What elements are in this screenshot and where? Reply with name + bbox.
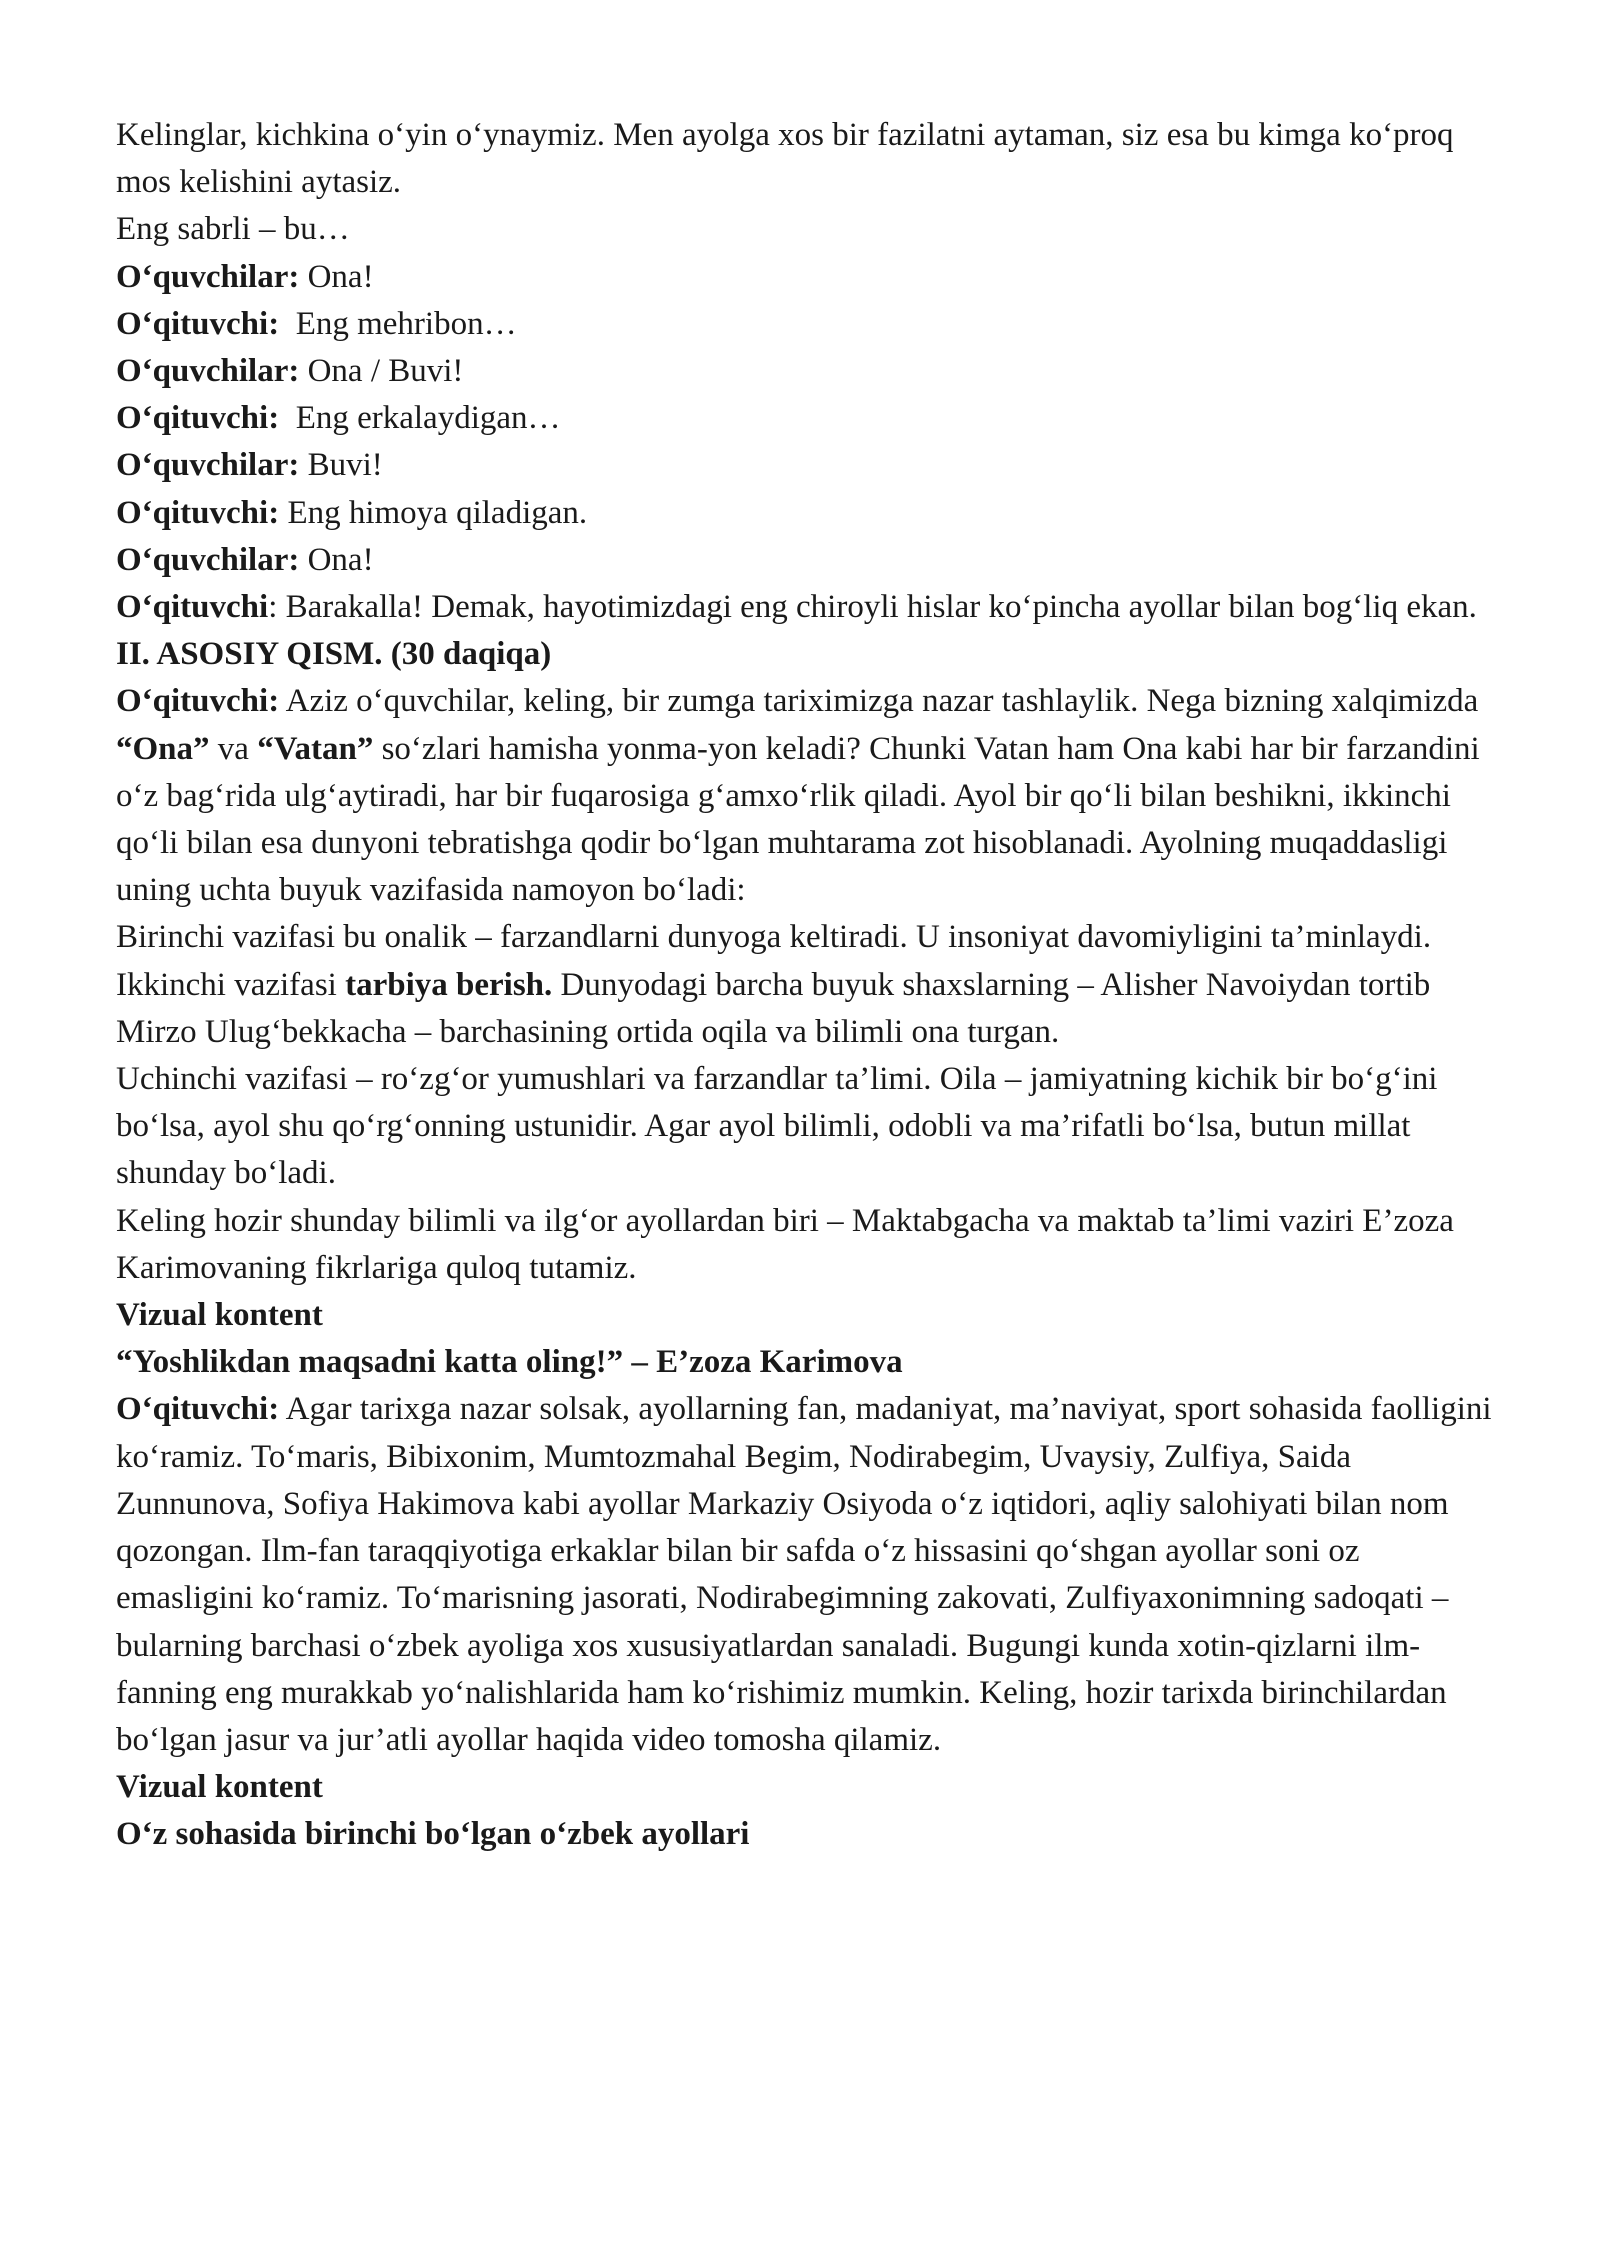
dialogue-line [116,348,1496,395]
dialogue-text: Ona / Buvi! [299,353,464,390]
speaker-label: O‘quvchilar: [116,447,300,484]
intro-paragraph: Kelinglar, kichkina o‘yin o‘ynaymiz. Men ayolga xos bir fazilatni aytaman, siz esa bu kimga ko‘proq mos kelishini aytasiz. [116,117,1454,201]
paragraph-text: Ikkinchi vazifasi [116,966,346,1003]
dialogue-text: Ona! [299,258,374,295]
dialogue-line [116,254,1496,301]
visual-content-title: “Yoshlikdan maqsadni katta oling!” – E’zoza Karimova [116,1344,903,1381]
dialogue-line [116,490,1496,537]
document-page [116,112,1496,1859]
body-paragraph [116,962,1496,1056]
speaker-label: O‘qituvchi: [116,305,280,342]
speaker-label: O‘qituvchi: [116,683,280,720]
emphasis-ona: “Ona” [116,730,210,767]
paragraph-text: so‘zlari hamisha yonma-yon keladi? Chunki Vatan ham Ona kabi har bir farzandini o‘z bag‘rida ulg‘aytiradi, har bir fuqarosiga g‘amxo‘rlik qiladi. Ayol bir qo‘li bilan beshikni, ikkinchi qo‘li bilan esa dunyoni tebratishga qodir bo‘lgan muhtarama zot hisoblanadi. Ayolning muqaddasligi uning uchta buyuk vazifasida namoyon bo‘ladi: [116,730,1480,909]
visual-content-label: Vizual kontent [116,1297,323,1334]
paragraph-text: Dunyodagi barcha buyuk shaxslarning – Alisher Navoiydan tortib Mirzo Ulug‘bekkacha – barchasining ortida oqila va bilimli ona turgan. [116,966,1431,1050]
speaker-label: O‘qituvchi: [116,1391,280,1428]
section-heading: II. ASOSIY QISM. (30 daqiqa) [116,636,552,673]
dialogue-text: Eng erkalaydigan… [279,400,561,437]
emphasis-vatan: “Vatan” [257,730,374,767]
dialogue-text: Ona! [299,541,374,578]
body-paragraph [116,678,1496,914]
body-paragraph [116,1386,1496,1764]
dialogue-line [116,584,1496,631]
dialogue-line [116,442,1496,489]
paragraph-text: Agar tarixga nazar solsak, ayollarning fan, madaniyat, ma’naviyat, sport sohasida faolligini ko‘ramiz. To‘maris, Bibixonim, Mumtozmahal Begim, Nodirabegim, Uvaysiy, Zulfiya, Saida Zunnunova, Sofiya Hakimova kabi ayollar Markaziy Osiyoda o‘z iqtidori, aqliy salohiyati bilan nom qozongan. Ilm-fan taraqqiyotiga erkaklar bilan bir safda o‘z hissasini qo‘shgan ayollar soni oz emasligini ko‘ramiz. To‘marisning jasorati, Nodirabegimning zakovati, Zulfiyaxonimning sadoqati – bularning barchasi o‘zbek ayoliga xos xususiyatlardan sanaladi. Bugungi kunda xotin-qizlarni ilm-fanning eng murakkab yo‘nalishlarida ham ko‘rishimiz mumkin. Keling, hozir tarixda birinchilardan bo‘lgan jasur va jur’atli ayollar haqida video tomosha qilamiz. [116,1391,1492,1758]
paragraph-text: va [209,730,258,767]
speaker-label: O‘quvchilar: [116,541,300,578]
paragraph-text: Aziz o‘quvchilar, keling, bir zumga tariximizga nazar tashlaylik. Nega bizning xalqimizda [279,683,1479,720]
prompt-line: Eng sabrli – bu… [116,211,350,248]
dialogue-text: Buvi! [299,447,383,484]
dialogue-line [116,395,1496,442]
speaker-label: O‘qituvchi: [116,494,280,531]
visual-content-label: Vizual kontent [116,1769,323,1806]
speaker-label: O‘quvchilar: [116,353,300,390]
speaker-label: O‘qituvchi [116,589,269,626]
body-paragraph: Birinchi vazifasi bu onalik – farzandlarni dunyoga keltiradi. U insoniyat davomiyligini ta’minlaydi. [116,919,1432,956]
dialogue-text: Eng himoya qiladigan. [279,494,588,531]
speaker-label: O‘quvchilar: [116,258,300,295]
dialogue-text: Eng mehribon… [279,305,517,342]
speaker-label: O‘qituvchi: [116,400,280,437]
body-paragraph: Uchinchi vazifasi – ro‘zg‘or yumushlari va farzandlar ta’limi. Oila – jamiyatning kichik bir bo‘g‘ini bo‘lsa, ayol shu qo‘rg‘onning ustunidir. Agar ayol bilimli, odobli va ma’rifatli bo‘lsa, butun millat shunday bo‘ladi. [116,1061,1438,1192]
dialogue-line [116,537,1496,584]
dialogue-line [116,301,1496,348]
emphasis-tarbiya: tarbiya berish. [345,966,553,1003]
body-paragraph: Keling hozir shunday bilimli va ilg‘or ayollardan biri – Maktabgacha va maktab ta’limi vaziri E’zoza Karimovaning fikrlariga quloq tutamiz. [116,1202,1454,1286]
dialogue-text: : Barakalla! Demak, hayotimizdagi eng chiroyli hislar ko‘pincha ayollar bilan bog‘liq ekan. [268,589,1477,626]
visual-content-title: O‘z sohasida birinchi bo‘lgan o‘zbek ayollari [116,1816,750,1853]
